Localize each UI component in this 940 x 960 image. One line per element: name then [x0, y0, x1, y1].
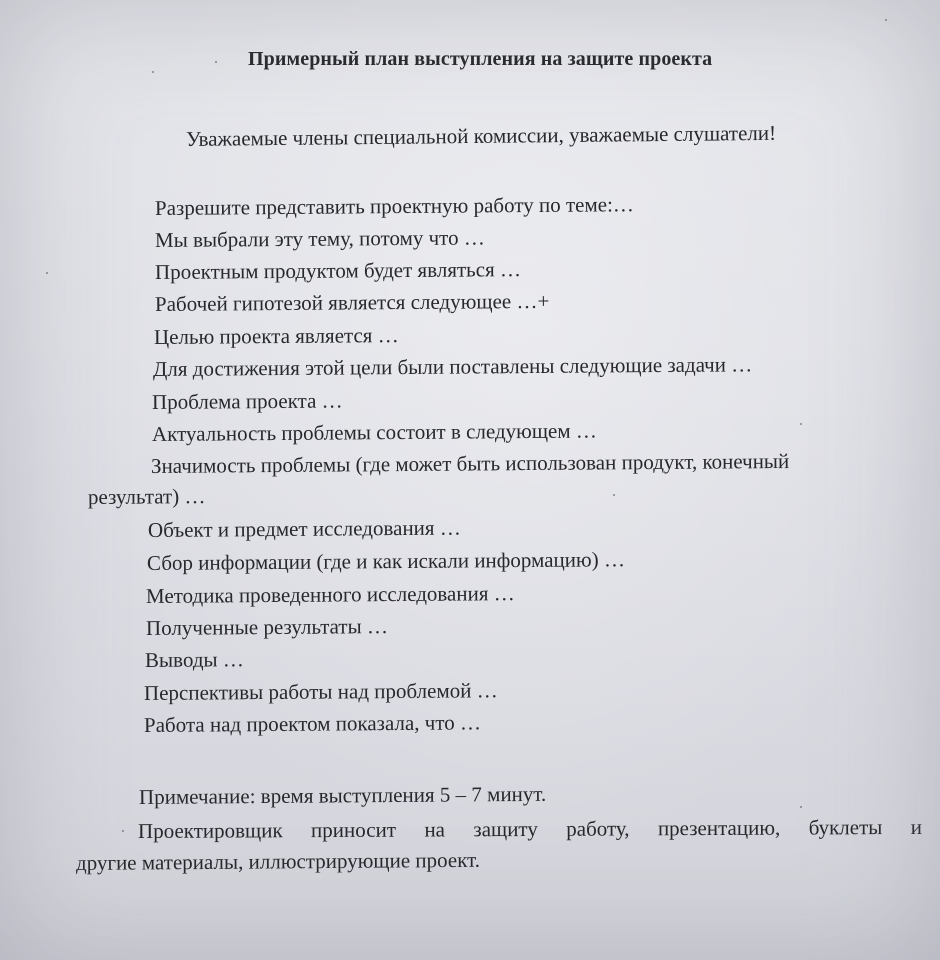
plan-item: Объект и предмет исследования … — [147, 515, 461, 542]
plan-item: Мы выбрали эту тему, потому что … — [154, 225, 485, 252]
plan-item: Сбор информации (где и как искали информацию) … — [146, 547, 625, 575]
plan-item: Методика проведенного исследования … — [145, 581, 515, 608]
paper-speck — [613, 494, 615, 496]
footer-line-1: Проектировщик приносит на защиту работу, презентацию, буклеты и — [137, 814, 923, 843]
plan-item: Проблема проекта … — [151, 388, 343, 414]
plan-item: Значимость проблемы (где может быть использован продукт, конечный — [150, 448, 790, 478]
plan-item: Полученные результаты … — [145, 614, 389, 640]
plan-item: Перспективы работы над проблемой … — [143, 678, 498, 705]
plan-item: Работа над проектом показала, что … — [143, 710, 482, 737]
plan-item: Разрешите представить проектную работу по теме:… — [154, 192, 634, 220]
plan-item: Для достижения этой цели были поставлены следующие задачи … — [152, 352, 753, 381]
note: Примечание: время выступления 5 – 7 минут. — [138, 781, 547, 809]
document-title: Примерный план выступления на защите проекта — [248, 48, 713, 70]
plan-item-continuation: результат) … — [87, 484, 206, 509]
paper-speck — [46, 272, 48, 274]
paper-speck — [122, 830, 124, 832]
plan-item: Актуальность проблемы состоит в следующем … — [151, 418, 597, 446]
greeting: Уважаемые члены специальной комиссии, уважаемые слушатели! — [185, 120, 777, 151]
paper-speck — [800, 806, 802, 808]
paper-speck — [885, 19, 887, 21]
footer-line-2: другие материалы, иллюстрирующие проект. — [75, 847, 481, 875]
paper-speck — [152, 71, 154, 73]
plan-item: Рабочей гипотезой является следующее …+ — [154, 288, 550, 316]
plan-item: Целью проекта является … — [153, 323, 399, 349]
paper-speck — [215, 61, 217, 63]
paper-speck — [800, 423, 802, 425]
plan-item: Выводы … — [144, 647, 244, 672]
plan-item: Проектным продуктом будет являться … — [154, 257, 522, 284]
